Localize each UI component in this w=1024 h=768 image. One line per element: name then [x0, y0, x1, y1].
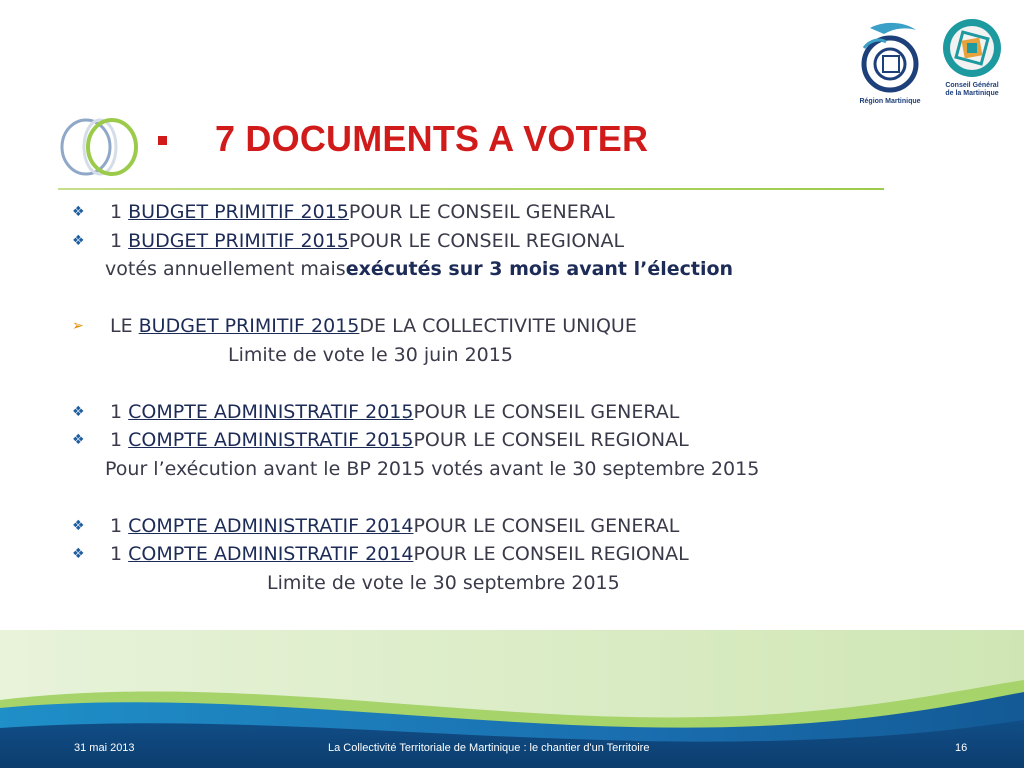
diamond-bullet-icon: ❖	[72, 232, 85, 249]
slide-footer	[0, 742, 1024, 758]
diamond-bullet-icon: ❖	[72, 403, 85, 420]
list-item: ❖ 1 BUDGET PRIMITIF 2015 POUR LE CONSEIL REGIONAL	[72, 227, 759, 256]
note-line: Limite de vote le 30 juin 2015	[228, 343, 513, 366]
list-item: ❖ 1 BUDGET PRIMITIF 2015 POUR LE CONSEIL GENERAL	[72, 198, 759, 227]
diamond-bullet-icon: ❖	[72, 204, 85, 220]
title-divider	[58, 188, 884, 190]
slide-title: 7 DOCUMENTS A VOTER	[215, 118, 649, 159]
diamond-bullet-icon: ❖	[72, 432, 85, 448]
title-row	[158, 118, 648, 160]
diamond-bullet-icon: ❖	[72, 517, 85, 534]
title-square-bullet-icon	[158, 136, 167, 145]
diamond-bullet-icon: ❖	[72, 546, 85, 562]
list-item: ➢ LE BUDGET PRIMITIF 2015 DE LA COLLECTIVITE UNIQUE	[72, 312, 759, 341]
header-logos	[850, 18, 1002, 106]
conseil-emblem-icon	[942, 18, 1002, 80]
arrow-bullet-icon: ➢	[72, 318, 84, 334]
note-line: votés annuellement mais exécutés sur 3 mois avant l’élection	[105, 258, 734, 280]
footer-date: 31 mai 2013	[74, 742, 135, 754]
list-item: ❖ 1 COMPTE ADMINISTRATIF 2014 POUR LE CONSEIL GENERAL	[72, 512, 759, 541]
note-line: Limite de vote le 30 septembre 2015	[267, 571, 620, 594]
region-martinique-logo	[850, 18, 930, 106]
list-item: ❖ 1 COMPTE ADMINISTRATIF 2015 POUR LE CONSEIL REGIONAL	[72, 426, 759, 455]
list-item: ❖ 1 COMPTE ADMINISTRATIF 2014 POUR LE CONSEIL REGIONAL	[72, 540, 759, 569]
region-logo-caption: Région Martinique	[859, 98, 921, 105]
footer-title: La Collectivité Territoriale de Martinique : le chantier d'un Territoire	[328, 742, 650, 754]
region-emblem-icon	[850, 18, 930, 96]
interlocking-circles-icon	[60, 116, 140, 178]
conseil-logo-caption: Conseil Général de la Martinique	[945, 82, 999, 97]
conseil-general-logo	[942, 18, 1002, 98]
page-number: 16	[955, 742, 968, 754]
list-item: ❖ 1 COMPTE ADMINISTRATIF 2015 POUR LE CONSEIL GENERAL	[72, 398, 759, 427]
note-line: Pour l’exécution avant le BP 2015 votés avant le 30 septembre 2015	[105, 457, 760, 480]
slide-body	[72, 198, 759, 597]
